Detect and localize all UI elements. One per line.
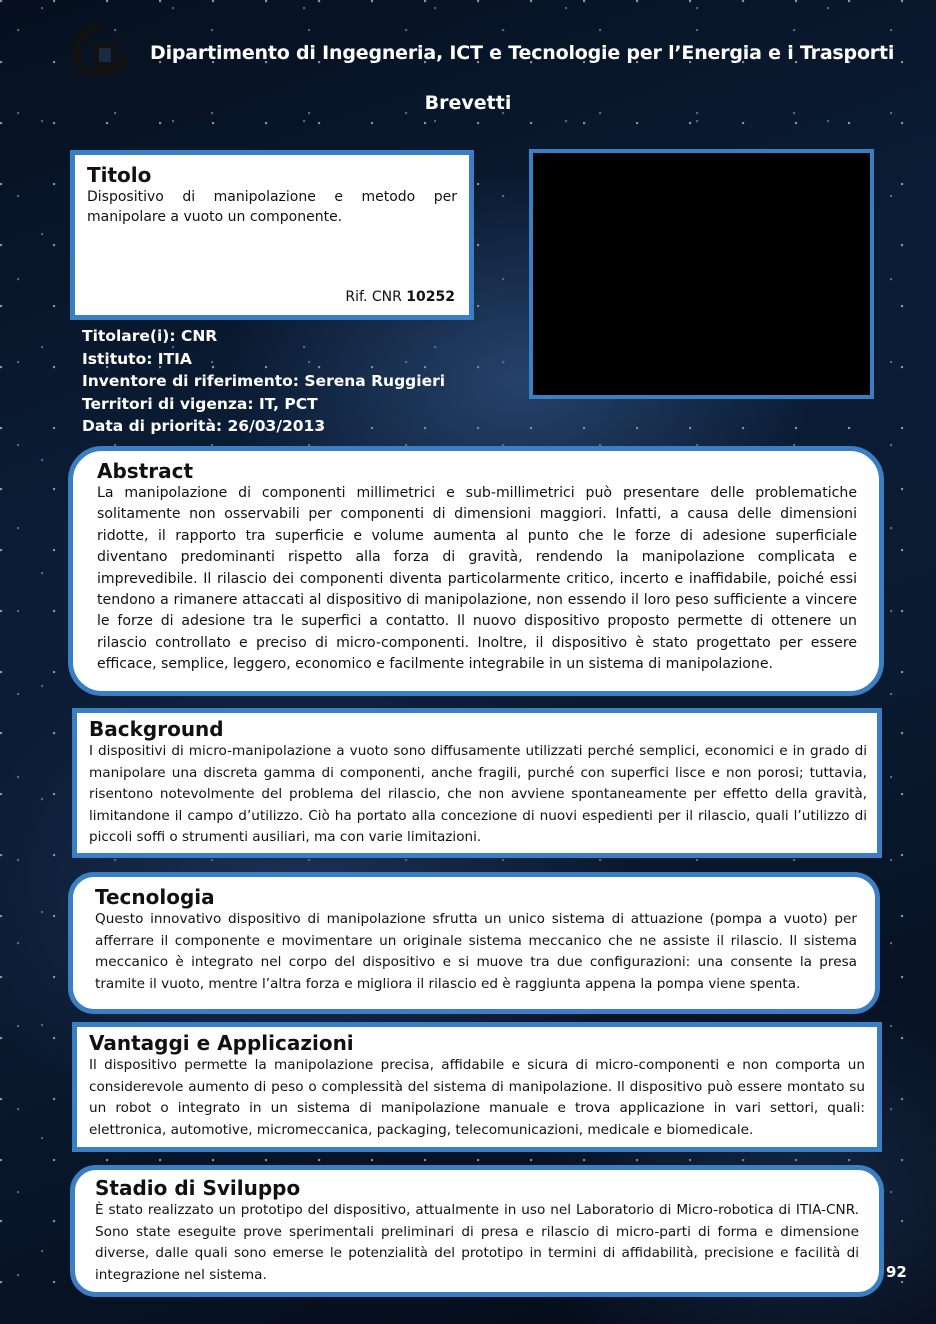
stadio-heading: Stadio di Sviluppo [95, 1176, 301, 1200]
image-placeholder [529, 149, 874, 399]
department-title: Dipartimento di Ingegneria, ICT e Tecnologie per l’Energia e i Trasporti [150, 42, 895, 64]
titolo-text: Dispositivo di manipolazione e metodo per manipolare a vuoto un componente. [87, 189, 457, 225]
vantaggi-box [72, 1022, 882, 1152]
titolo-heading: Titolo [87, 163, 152, 187]
titolo-box [70, 150, 474, 320]
background-box [72, 708, 882, 858]
reference-number: 10252 [406, 289, 455, 305]
background-heading: Background [89, 717, 224, 741]
info-data-priorita: Data di priorità: 26/03/2013 [82, 417, 326, 436]
section-subtitle: Brevetti [424, 92, 512, 114]
cnr-logo [72, 24, 128, 76]
patent-info [82, 325, 445, 438]
tecnologia-text: Questo innovativo dispositivo di manipolazione sfrutta un unico sistema di attuazione (pompa a vuoto) per afferrare il componente e movimentare un originale sistema meccanico che ne assiste il rilascio. Il sistema meccanico è integrato nel corpo del dispositivo e si muove tra due configurazioni: una consente la presa tramite il vuoto, mentre l’altra forza e migliora il rilascio ed è raggiunta appena la pompa viene spenta. [95, 911, 857, 992]
vantaggi-text: Il dispositivo permette la manipolazione precisa, affidabile e sicura di micro-componenti e non comporta un considerevole aumento di peso o complessità del sistema di manipolazione. Il dispositivo può essere montato su un robot o integrato in un sistema di manipolazione manuale e trova applicazione in vari settori, quali: elettronica, automotive, micromeccanica, packaging, telecomunicazioni, medicale e biomedicale. [89, 1057, 865, 1138]
stadio-text: È stato realizzato un prototipo del dispositivo, attualmente in uso nel Laboratorio di Micro-robotica di ITIA-CNR. Sono state eseguite prove sperimentali preliminari di presa e rilascio di micro-parti di forma e dimensione diverse, dalle quali sono emerse le potenzialità del prototipo in termini di affidabilità, precisione e facilità di integrazione nel sistema. [95, 1202, 859, 1283]
reference [345, 289, 455, 305]
abstract-box [68, 446, 884, 696]
info-istituto: Istituto: ITIA [82, 349, 192, 368]
tecnologia-heading: Tecnologia [95, 885, 215, 909]
abstract-heading: Abstract [97, 459, 194, 483]
reference-label: Rif. CNR [345, 289, 402, 305]
vantaggi-heading: Vantaggi e Applicazioni [89, 1031, 354, 1055]
background-text: I dispositivi di micro-manipolazione a vuoto sono diffusamente utilizzati perché semplici, economici e in grado di manipolare una discreta gamma di componenti, anche fragili, purché con superfici lisce e non porosi; tuttavia, risentono notevolmente del problema del rilascio, che non avviene spontaneamente per effetto della gravità, limitandone il campo d’utilizzo. Ciò ha portato alla concezione di nuovi espedienti per il rilascio, quali l’utilizzo di piccoli soffi o strumenti ausiliari, ma con varie limitazioni. [89, 743, 867, 846]
abstract-text: La manipolazione di componenti millimetrici e sub-millimetrici può presentare delle problematiche solitamente non osservabili per componenti di dimensioni maggiori. Infatti, a causa delle dimensioni ridotte, il rapporto tra superficie e volume aumenta al punto che le forze di adesione superficiale diventano predominanti rispetto alla forza di gravità, rendendo la manipolazione complicata e imprevedibile. Il rilascio dei componenti diventa particolarmente critico, incerto e inaffidabile, poiché essi tendono a rimanere attaccati al dispositivo di manipolazione, non essendo il loro peso sufficiente a vincere le forze di adesione tra le superfici a contatto. Il nuovo dispositivo proposto permette di ottenere un rilascio controllato e preciso di micro-componenti. Inoltre, il dispositivo è stato progettato per essere efficace, semplice, leggero, economico e facilmente integrabile in un sistema di manipolazione. [97, 485, 857, 673]
page-number: 92 [886, 1263, 907, 1281]
stadio-box [70, 1165, 884, 1297]
info-inventore: Inventore di riferimento: Serena Ruggieri [82, 372, 446, 391]
tecnologia-box [68, 872, 880, 1014]
info-titolare: Titolare(i): CNR [82, 327, 218, 345]
info-territori: Territori di vigenza: IT, PCT [82, 394, 318, 413]
